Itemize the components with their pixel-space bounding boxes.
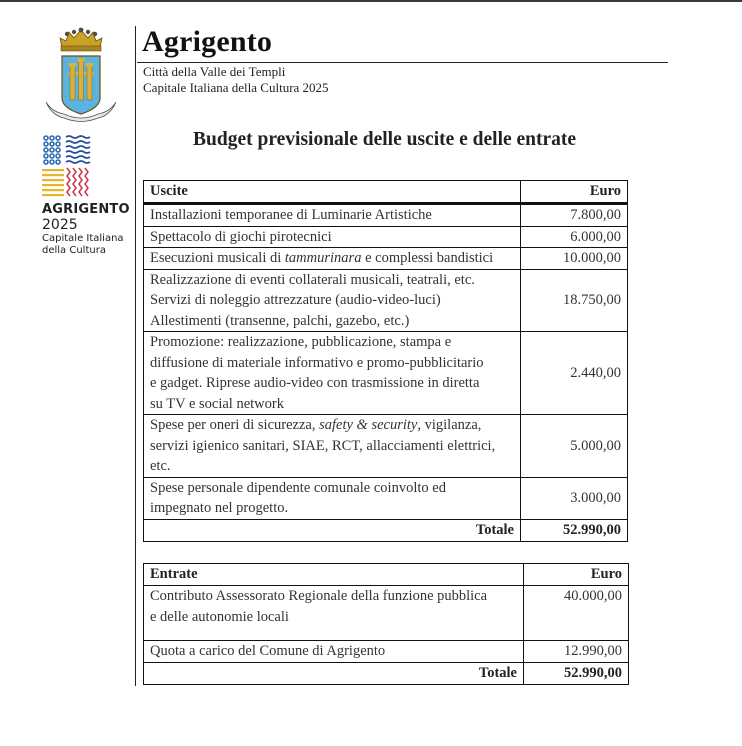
row-line: su TV e social network <box>150 395 284 412</box>
table-row <box>144 248 628 270</box>
row-line <box>150 415 514 436</box>
table-row <box>144 269 628 332</box>
row-amount: 40.000,00 <box>524 586 629 641</box>
table-row <box>144 204 628 227</box>
row-line: impegnato nel progetto. <box>150 500 289 516</box>
column-header-description: Uscite <box>144 181 521 204</box>
row-line: e gadget. Riprese audio-video con trasmissione in diretta <box>150 375 480 391</box>
row-description: Quota a carico del Comune di Agrigento <box>144 641 524 663</box>
row-line: etc. <box>150 458 171 474</box>
total-row <box>144 662 629 684</box>
table-row <box>144 415 628 478</box>
row-amount: 12.990,00 <box>524 641 629 663</box>
row-amount: 6.000,00 <box>521 226 628 248</box>
row-amount: 2.440,00 <box>521 332 628 415</box>
row-amount: 5.000,00 <box>521 415 628 478</box>
header-vertical-divider <box>135 26 136 686</box>
row-text: Esecuzioni musicali di <box>150 250 285 266</box>
column-header-description: Entrate <box>144 564 524 586</box>
row-text: Spese per oneri di sicurezza, <box>150 417 320 433</box>
brand-name: AGRIGENTO <box>42 202 130 217</box>
row-line: servizi igienico sanitari, SIAE, RCT, allacciamenti elettrici, <box>150 437 496 454</box>
row-amount: 7.800,00 <box>521 204 628 227</box>
header-subtitle-1: Città della Valle dei Templi <box>143 64 286 79</box>
header-subtitle-2: Capitale Italiana della Cultura 2025 <box>143 80 329 95</box>
total-label: Totale <box>144 662 524 684</box>
row-line: Promozione: realizzazione, pubblicazione, stampa e <box>150 334 452 350</box>
header-title: Agrigento <box>142 25 273 58</box>
row-line: Spese personale dipendente comunale coinvolto ed <box>150 479 446 496</box>
row-line: e delle autonomie locali <box>150 608 289 625</box>
row-line: Contributo Assessorato Regionale della funzione pubblica <box>150 588 488 604</box>
table-header-row <box>144 564 629 586</box>
total-amount: 52.990,00 <box>524 662 629 684</box>
row-line: Allestimenti (transenne, palchi, gazebo, etc.) <box>150 312 410 329</box>
row-description: Installazioni temporanee di Luminarie Artistiche <box>144 204 521 227</box>
row-description: Spettacolo di giochi pirotecnici <box>144 226 521 248</box>
top-border <box>0 0 742 2</box>
header-rule <box>137 62 668 63</box>
row-description <box>144 415 521 478</box>
row-amount: 3.000,00 <box>521 477 628 519</box>
column-header-amount: Euro <box>524 564 629 586</box>
row-line: Servizi di noleggio attrezzature (audio-video-luci) <box>150 292 441 308</box>
uscite-table <box>143 180 628 542</box>
row-amount: 10.000,00 <box>521 248 628 270</box>
row-description <box>144 586 524 641</box>
coat-of-arms-icon <box>42 26 120 124</box>
document-heading: Budget previsionale delle uscite e delle entrate <box>193 129 577 150</box>
table-row <box>144 226 628 248</box>
row-amount: 18.750,00 <box>521 269 628 332</box>
entrate-table <box>143 563 629 685</box>
brand-tagline-1: Capitale Italiana <box>42 233 124 244</box>
table-row <box>144 586 629 641</box>
row-text: , vigilanza, <box>417 417 482 433</box>
total-amount: 52.990,00 <box>521 519 628 541</box>
row-text: e complessi bandistici <box>361 250 494 266</box>
table-row <box>144 477 628 519</box>
table-row <box>144 332 628 415</box>
table-row <box>144 641 629 663</box>
agrigento-2025-logo-icon <box>42 134 94 198</box>
brand-tagline-2: della Cultura <box>42 245 106 256</box>
row-line: Realizzazione di eventi collaterali musicali, teatrali, etc. <box>150 271 475 288</box>
brand-year: 2025 <box>42 217 78 233</box>
row-line: diffusione di materiale informativo e promo-pubblicitario <box>150 354 484 371</box>
total-row <box>144 519 628 541</box>
row-description <box>144 248 521 270</box>
row-text-italic: safety & security <box>319 417 418 433</box>
total-label: Totale <box>144 519 521 541</box>
row-description <box>144 269 521 332</box>
row-text-italic: tammurinara <box>284 250 362 266</box>
row-description <box>144 477 521 519</box>
table-header-row <box>144 181 628 204</box>
column-header-amount: Euro <box>521 181 628 204</box>
row-description <box>144 332 521 415</box>
brand-block <box>42 202 130 257</box>
